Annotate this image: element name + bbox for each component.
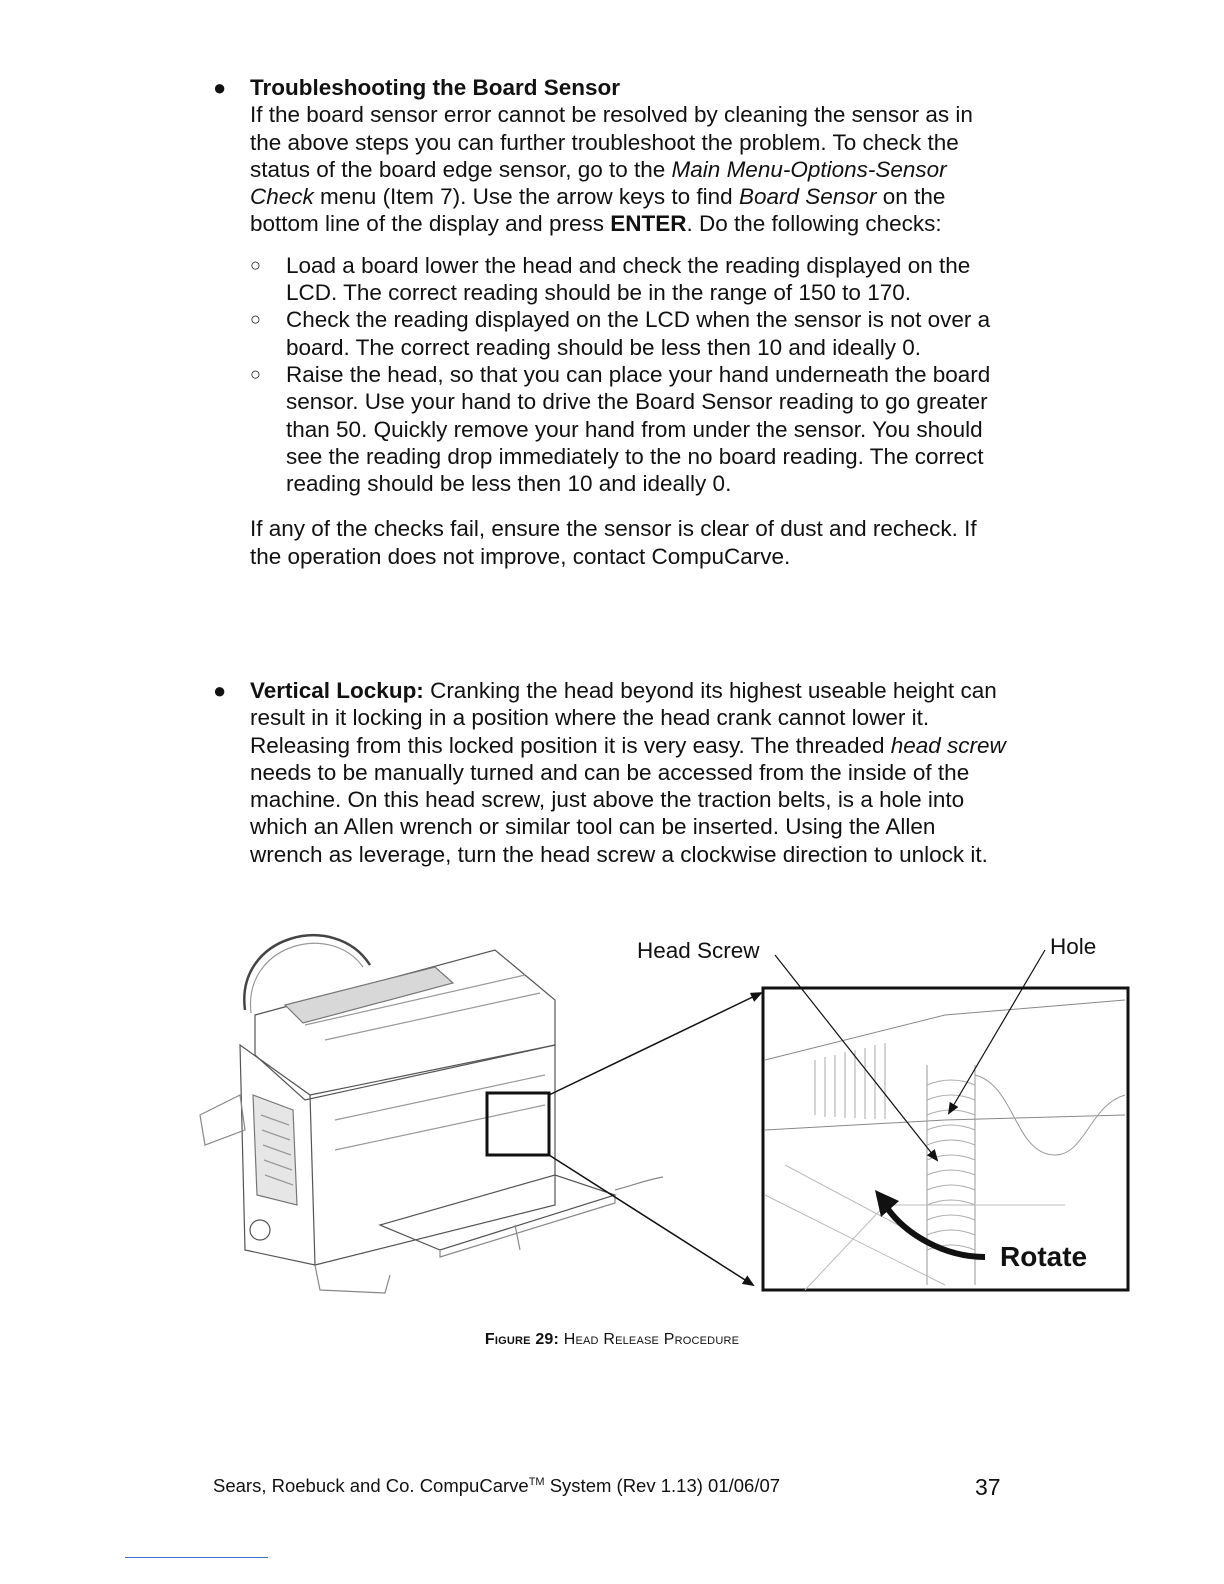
check-item: ○ Check the reading displayed on the LCD when the sensor is not over a board. The correct reading should be less then 10 and ideally 0. xyxy=(250,307,991,360)
head-screw-term: head screw xyxy=(890,732,1006,758)
menu-path: Main Menu-Options-Sensor Check xyxy=(250,156,947,210)
planer-machine xyxy=(200,935,663,1293)
zoom-arrow-top xyxy=(549,993,761,1095)
footer-text: Sears, Roebuck and Co. CompuCarve™ System (Rev 1.13) 01/06/07 xyxy=(213,1475,781,1496)
bullet-dot: ● xyxy=(213,678,227,703)
menu-item-name: Board Sensor xyxy=(738,184,877,210)
bottom-divider xyxy=(125,1557,268,1558)
label-head-screw: Head Screw xyxy=(637,938,760,963)
label-hole: Hole xyxy=(1050,934,1097,959)
circle-bullet-icon: ○ xyxy=(250,254,261,275)
section-title-vertical-lockup: Vertical Lockup: xyxy=(250,678,424,703)
section-title-board-sensor: Troubleshooting the Board Sensor xyxy=(250,75,621,100)
zoom-arrow-bottom xyxy=(549,1155,753,1285)
page-number: 37 xyxy=(975,1474,1001,1500)
section-vertical-lockup xyxy=(213,677,1010,868)
board-sensor-intro: If the board sensor error cannot be resolved by cleaning the sensor as in the above steps you can further troubleshoot the problem. To check the status of the board edge sensor, go to the Main Menu-Options-Sensor Check menu (Item 7). Use the arrow keys to find Board Sensor on the bottom line of the display and press ENTER. Do the following checks: xyxy=(250,102,973,237)
check-item: ○ Load a board lower the head and check the reading displayed on the LCD. The correct reading should be in the range of 150 to 170. xyxy=(250,252,971,306)
check-item: ○ Raise the head, so that you can place your hand underneath the board sensor. Use your hand to drive the Board Sensor reading to go greater than 50. Quickly remove your hand from under the sensor. You should see the reading drop immediately to the no board reading. The correct reading should be less then 10 and ideally 0. xyxy=(250,361,991,497)
figure-caption: Figure 29: Head Release Procedure xyxy=(484,1331,740,1348)
section-board-sensor xyxy=(213,74,1010,570)
machine-illustration xyxy=(185,905,1135,1300)
circle-bullet-icon: ○ xyxy=(250,363,261,384)
circle-bullet-icon: ○ xyxy=(250,309,261,330)
trademark-mark: TM xyxy=(528,1475,545,1488)
label-rotate: Rotate xyxy=(1000,1241,1088,1272)
board-sensor-closing: If any of the checks fail, ensure the sensor is clear of dust and recheck. If the operation does not improve, contact CompuCarve. xyxy=(250,516,977,569)
vertical-lockup-text: Vertical Lockup: Cranking the head beyond its highest useable height can result in it locking in a position where the head crank cannot lower it. Releasing from this locked position it is very easy. The threaded head screw needs to be manually turned and can be accessed from the inside of the machine. On this head screw, just above the traction belts, is a hole into which an Allen wrench or similar tool can be inserted. Using the Allen wrench as leverage, turn the head screw a clockwise direction to unlock it. xyxy=(250,678,1006,867)
enter-key: ENTER xyxy=(610,211,687,237)
zoom-source-box xyxy=(487,1093,549,1155)
bullet-dot: ● xyxy=(213,75,227,100)
checks-list xyxy=(250,252,1010,498)
figure-head-release xyxy=(185,905,1135,1300)
